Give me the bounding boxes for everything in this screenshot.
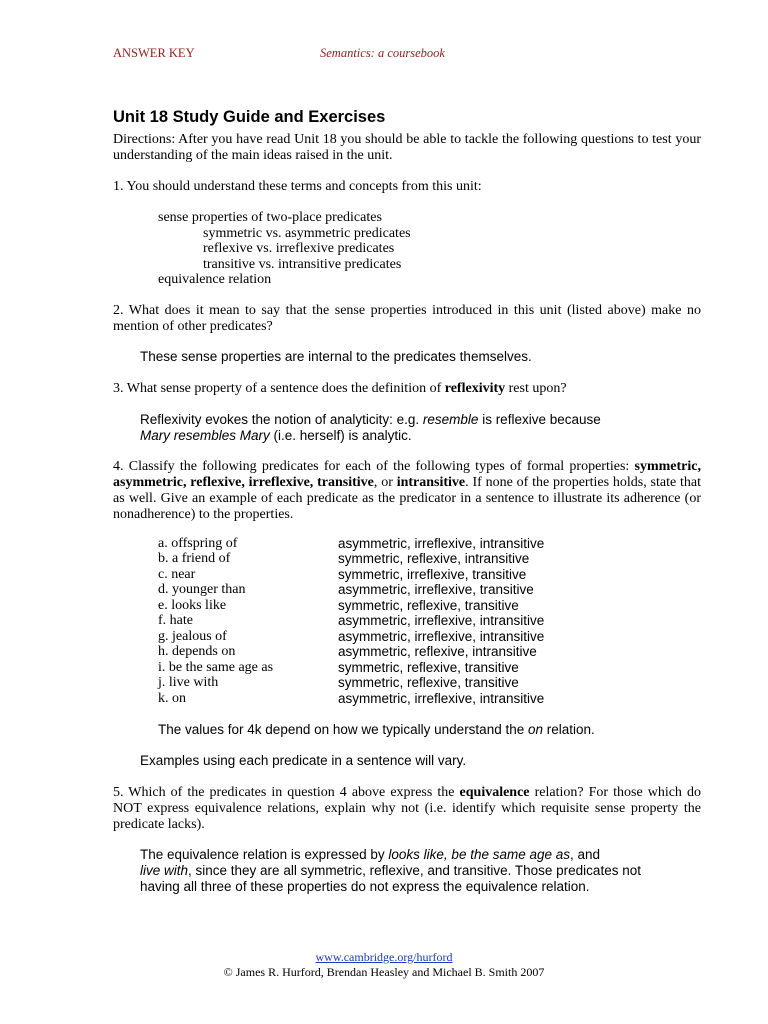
- footer-link[interactable]: www.cambridge.org/hurford: [315, 950, 453, 964]
- question-1: 1. You should understand these terms and concepts from this unit:: [113, 179, 482, 194]
- table-row: d. younger than asymmetric, irreflexive, transitive: [158, 582, 534, 597]
- table-row: a. offspring of asymmetric, irreflexive, intransitive: [158, 536, 545, 551]
- question-2: 2. What does it mean to say that the sense properties introduced in this unit (listed above) make no mention of other predicates?: [113, 303, 701, 334]
- header-answer-key: ANSWER KEY: [113, 46, 195, 60]
- table-row: e. looks like symmetric, reflexive, transitive: [158, 598, 519, 613]
- question-5: 5. Which of the predicates in question 4 above express the equivalence relation? For those which do NOT express equivalence relations, explain why not (i.e. identify which requisite sense property the predicate lacks).: [113, 785, 701, 832]
- table-row: g. jealous of asymmetric, irreflexive, intransitive: [158, 629, 545, 644]
- table-row: f. hate asymmetric, irreflexive, intransitive: [158, 613, 545, 628]
- table-row: j. live with symmetric, reflexive, transitive: [158, 675, 519, 690]
- term-item: reflexive vs. irreflexive predicates: [203, 241, 395, 256]
- footer-copyright: © James R. Hurford, Brendan Heasley and Michael B. Smith 2007: [223, 965, 545, 979]
- term-item: symmetric vs. asymmetric predicates: [203, 226, 411, 241]
- table-row: c. near symmetric, irreflexive, transitive: [158, 567, 527, 582]
- answer-2: These sense properties are internal to the predicates themselves.: [140, 349, 532, 364]
- table-row: h. depends on asymmetric, reflexive, intransitive: [158, 644, 537, 659]
- page-title: Unit 18 Study Guide and Exercises: [113, 108, 386, 126]
- term-item: transitive vs. intransitive predicates: [203, 257, 402, 272]
- question-4: 4. Classify the following predicates for each of the following types of formal properties: symmetric, asymmetric, reflexive, irreflexive, transitive, or intransitive. If none of the properties holds, state that as well. Give an example of each predicate as the predicator in a sentence to illustrate its adherence (or nonadherence) to the properties.: [113, 459, 701, 522]
- question-3: 3. What sense property of a sentence does the definition of reflexivity rest upon?: [113, 381, 567, 396]
- header-book-title: Semantics: a coursebook: [320, 46, 445, 60]
- note-examples: Examples using each predicate in a sentence will vary.: [140, 753, 467, 768]
- directions-paragraph: Directions: After you have read Unit 18 you should be able to tackle the following questions to test your understanding of the main ideas raised in the unit.: [113, 132, 701, 163]
- table-row: b. a friend of symmetric, reflexive, intransitive: [158, 551, 530, 566]
- table-row: k. on asymmetric, irreflexive, intransitive: [158, 691, 545, 706]
- table-row: i. be the same age as symmetric, reflexive, transitive: [158, 660, 519, 675]
- term-item: sense properties of two-place predicates: [158, 210, 382, 225]
- answer-3: Reflexivity evokes the notion of analyticity: e.g. resemble is reflexive because Mary resembles Mary (i.e. herself) is analytic.: [140, 412, 601, 443]
- note-4k: The values for 4k depend on how we typically understand the on relation.: [158, 722, 595, 737]
- answer-5: The equivalence relation is expressed by looks like, be the same age as, and live with, since they are all symmetric, reflexive, and transitive. Those predicates not having all three of these properties do not express the equivalence relation.: [140, 847, 641, 894]
- term-item: equivalence relation: [158, 272, 272, 287]
